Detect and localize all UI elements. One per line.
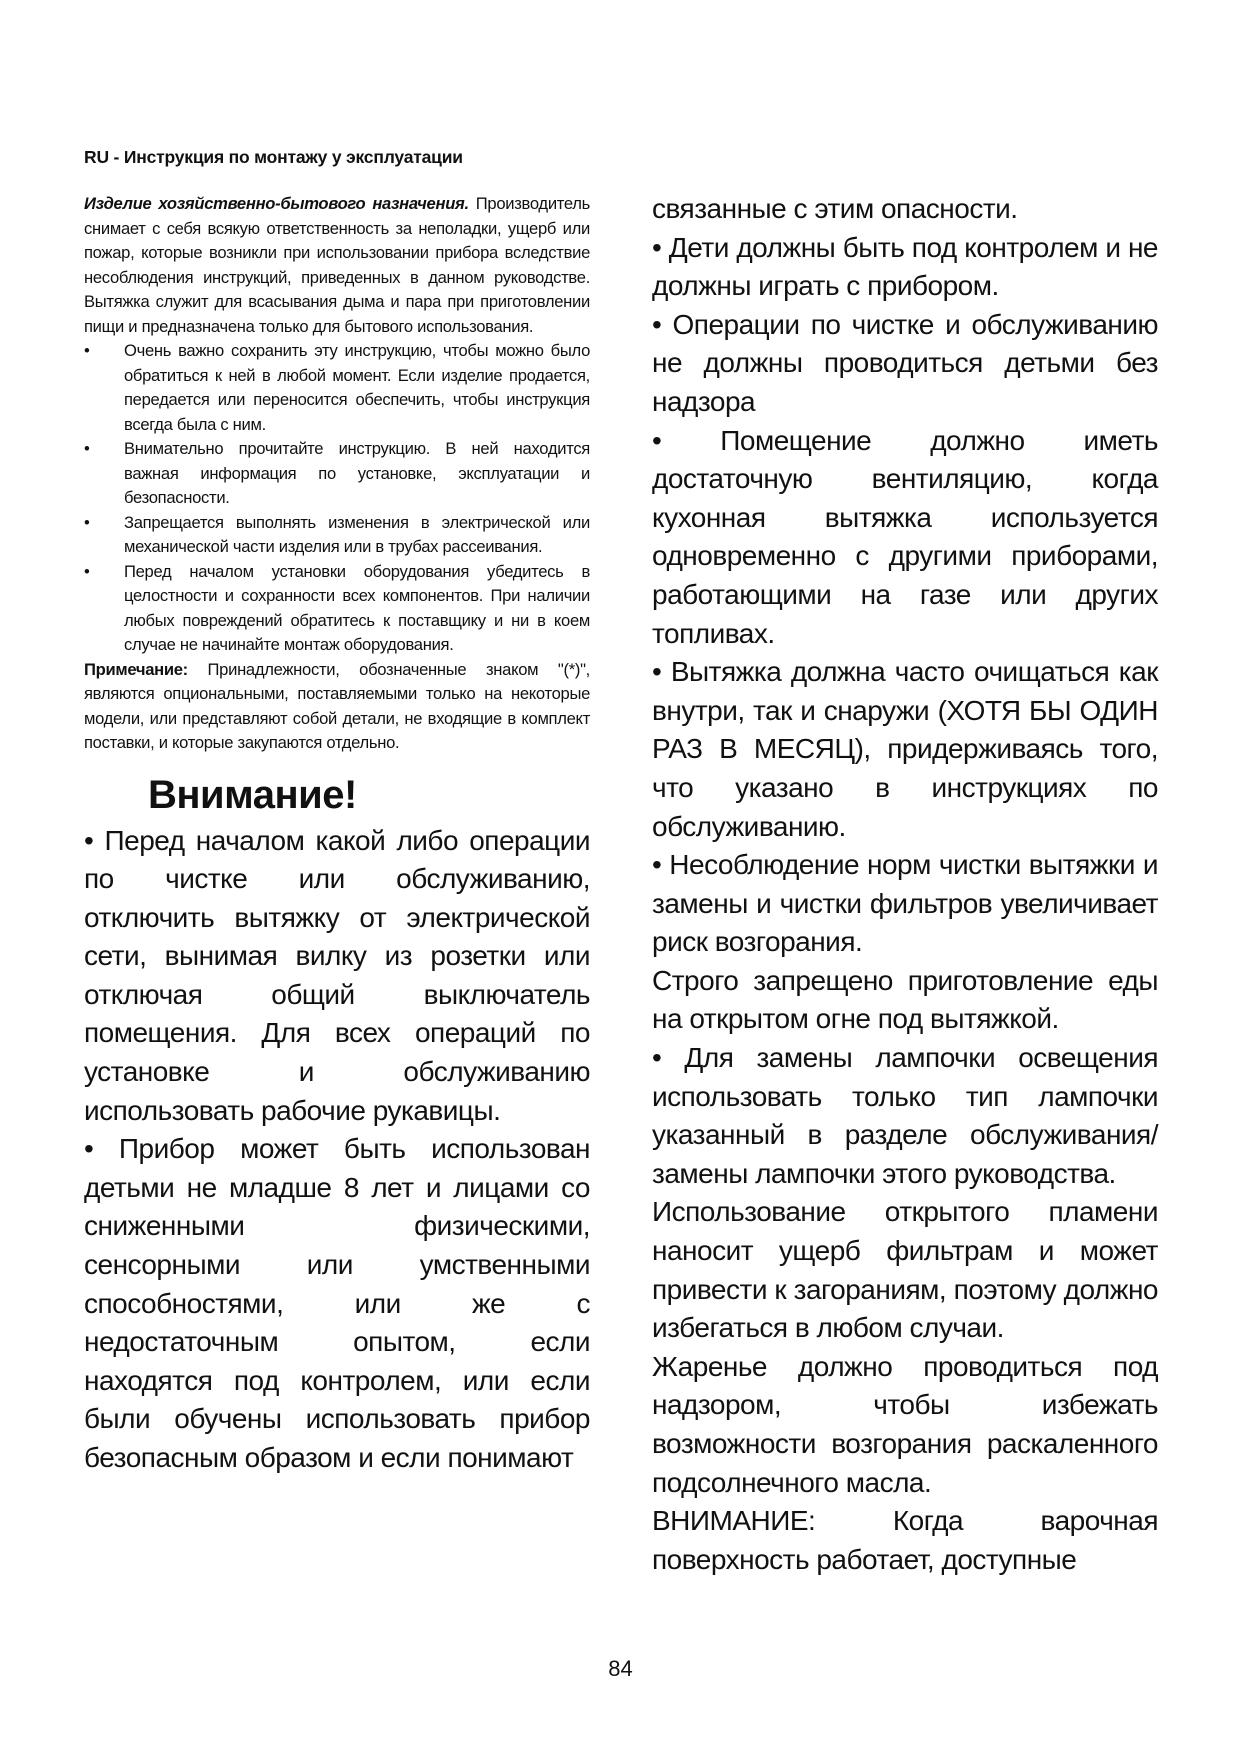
note-paragraph	[84, 658, 590, 756]
warning-paragraph: • Прибор может быть использован детьми не младше 8 лет и лицами со сниженными физическими, сенсорными или умственными способностями, или же с недостаточным опытом, если находятся под контролем, или если были обучены использовать прибор безопасным образом и если понимают	[84, 1133, 590, 1473]
page-header: RU - Инструкция по монтажу у эксплуатации	[84, 147, 463, 167]
intro-paragraph	[84, 192, 590, 339]
safety-paragraph: ВНИМАНИЕ: Когда варочная поверхность работает, доступные	[652, 1505, 1158, 1575]
safety-paragraph: связанные с этим опасности.	[652, 193, 1018, 224]
instruction-item	[84, 339, 590, 437]
bullet-icon: •	[84, 512, 90, 532]
instruction-text: Запрещается выполнять изменения в электрической или механической части изделия или в трубах рассеивания.	[124, 512, 590, 556]
safety-paragraph: • Помещение должно иметь достаточную вентиляцию, когда кухонная вытяжка используется одновременно с другими приборами, работающими на газе или других топливах.	[652, 424, 1158, 649]
bullet-icon: •	[84, 561, 90, 581]
safety-paragraph: • Дети должны быть под контролем и не должны играть с прибором.	[652, 231, 1158, 302]
safety-paragraph: • Для замены лампочки освещения использовать только тип лампочки указанный в разделе обслуживания/замены лампочки этого руководства.	[652, 1042, 1158, 1189]
safety-paragraph: Использование открытого пламени наносит ущерб фильтрам и может привести к загораниям, поэтому должно избегаться в любом случаи.	[652, 1196, 1158, 1344]
intro-lead: Изделие хозяйственно-бытового назначения.	[84, 194, 469, 213]
bullet-icon: •	[84, 439, 90, 458]
note-label: Примечание:	[84, 659, 188, 679]
bullet-icon: •	[84, 341, 90, 360]
attention-heading: Внимание!	[148, 772, 357, 817]
instruction-text: Перед началом установки оборудования убедитесь в целостности и сохранности всех компонентов. При наличии любых повреждений обратитесь к поставщику и ни в коем случае не начинайте монтаж оборудования.	[124, 561, 590, 654]
instruction-text: Очень важно сохранить эту инструкцию, чтобы можно было обратиться к ней в любой момент. Если изделие продается, передается или переносится обеспечить, чтобы инструкция всегда была с ним.	[124, 341, 590, 434]
instruction-item	[84, 511, 590, 560]
safety-paragraph: Жаренье должно проводиться под надзором, чтобы избежать возможности возгорания раскаленного подсолнечного масла.	[652, 1350, 1158, 1498]
page-number: 84	[608, 1656, 633, 1681]
instruction-item	[84, 560, 590, 658]
warning-paragraph: • Перед началом какой либо операции по чистке или обслуживанию, отключить вытяжку от электрической сети, вынимая вилку из розетки или отключая общий выключатель помещения. Для всех операций по установке и обслуживанию использовать рабочие рукавицы.	[84, 824, 590, 1126]
safety-paragraph: • Операции по чистке и обслуживанию не должны проводиться детьми без надзора	[652, 308, 1158, 417]
intro-text: Производитель снимает с себя всякую ответственность за неполадки, ущерб или пожар, которые возникли при использовании прибора вследствие несоблюдения инструкций, приведенных в данном руководстве. Вытяжка служит для всасывания дыма и пара при приготовлении пищи и предназначена только для бытового использования.	[84, 194, 591, 336]
instruction-text: Внимательно прочитайте инструкцию. В ней находится важная информация по установке, эксплуатации и безопасности.	[124, 439, 590, 507]
safety-paragraph: Строго запрещено приготовление еды на открытом огне под вытяжкой.	[652, 964, 1158, 1035]
safety-paragraph: • Вытяжка должна часто очищаться как внутри, так и снаружи (ХОТЯ БЫ ОДИН РАЗ В МЕСЯЦ), придерживаясь того, что указано в инструкциях по обслуживанию.	[652, 656, 1158, 842]
left-column	[84, 192, 590, 1478]
safety-paragraph: • Несоблюдение норм чистки вытяжки и замены и чистки фильтров увеличивает риск возгорания.	[652, 849, 1158, 958]
note-text: Принадлежности, обозначенные знаком "(*)", являются опциональными, поставляемыми только на некоторые модели, или представляют собой детали, не входящие в комплект поставки, и которые закупаются отдельно.	[84, 659, 590, 752]
right-column	[652, 190, 1158, 1579]
instruction-item	[84, 437, 590, 511]
instruction-list	[84, 339, 590, 658]
